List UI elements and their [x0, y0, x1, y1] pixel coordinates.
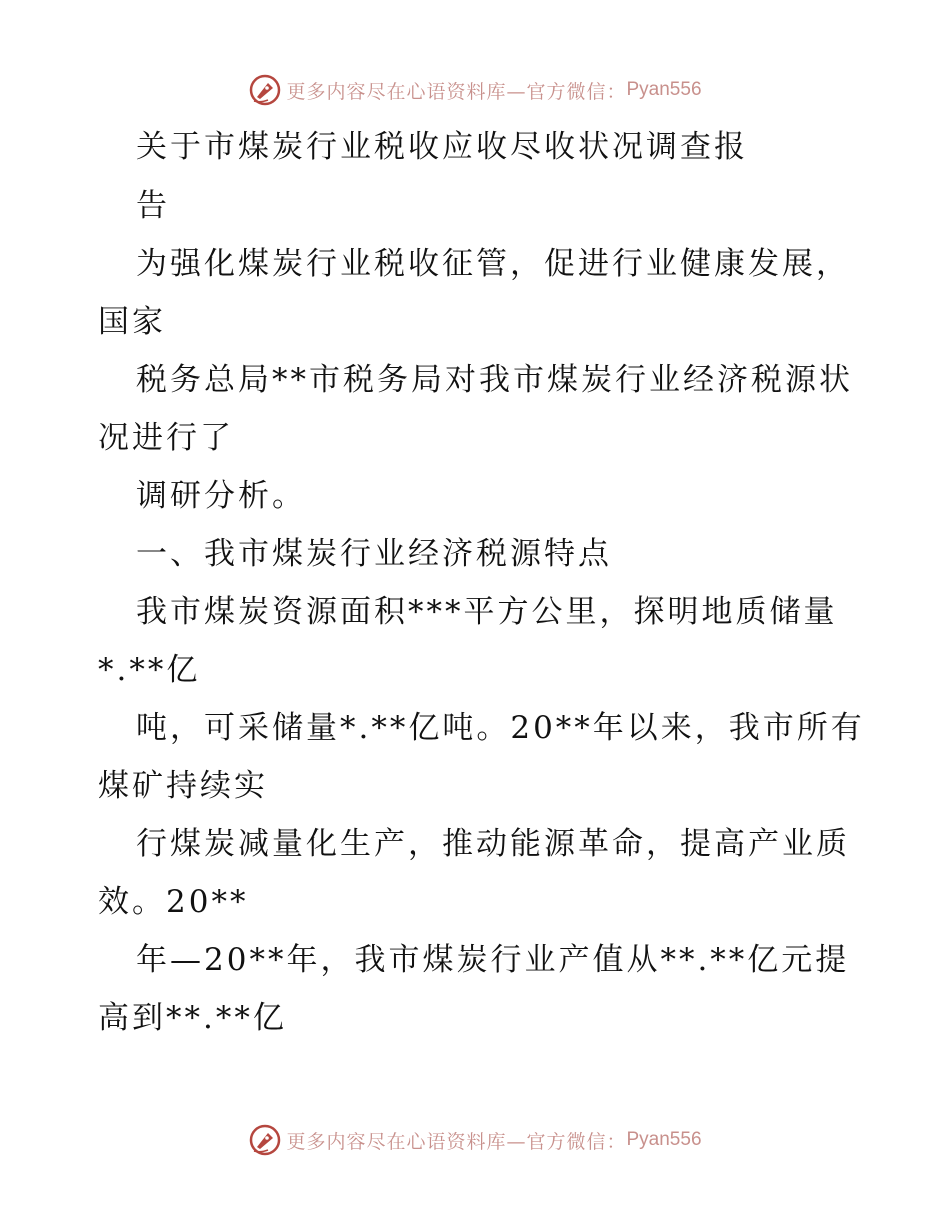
paragraph-line: 煤矿持续实 — [98, 768, 268, 804]
title-line-1: 关于市煤炭行业税收应收尽收状况调查报 — [136, 129, 748, 165]
paragraph-line: 税务总局**市税务局对我市煤炭行业经济税源状 — [136, 362, 853, 398]
pen-nib-icon — [248, 1123, 282, 1157]
paragraph-line: 吨，可采储量*.**亿吨。20**年以来，我市所有 — [136, 710, 865, 746]
pen-nib-icon — [248, 73, 282, 107]
footer-banner-text: 更多内容尽在心语资料库—官方微信： — [286, 1130, 627, 1153]
section-heading: 一、我市煤炭行业经济税源特点 — [136, 536, 612, 572]
paragraph-line: 为强化煤炭行业税收征管，促进行业健康发展， — [136, 246, 850, 282]
header-banner-text: 更多内容尽在心语资料库—官方微信： — [286, 80, 627, 103]
paragraph-line: 效。20** — [98, 884, 249, 920]
paragraph-line: 国家 — [98, 304, 166, 340]
title-line-2: 告 — [136, 188, 170, 224]
paragraph-line: 况进行了 — [98, 420, 234, 456]
paragraph-line: 行煤炭减量化生产，推动能源革命，提高产业质 — [136, 826, 850, 862]
paragraph-line: *.**亿 — [98, 652, 201, 688]
header-wechat-id: Pyan556 — [626, 79, 702, 100]
paragraph-line: 调研分析。 — [136, 478, 306, 514]
paragraph-line: 我市煤炭资源面积***平方公里，探明地质储量 — [136, 594, 838, 630]
footer-banner — [0, 1120, 950, 1160]
paragraph-line: 年—20**年，我市煤炭行业产值从**.**亿元提 — [136, 942, 850, 978]
paragraph-line: 高到**.**亿 — [98, 1000, 287, 1036]
header-banner — [0, 70, 950, 110]
footer-wechat-id: Pyan556 — [626, 1129, 702, 1150]
